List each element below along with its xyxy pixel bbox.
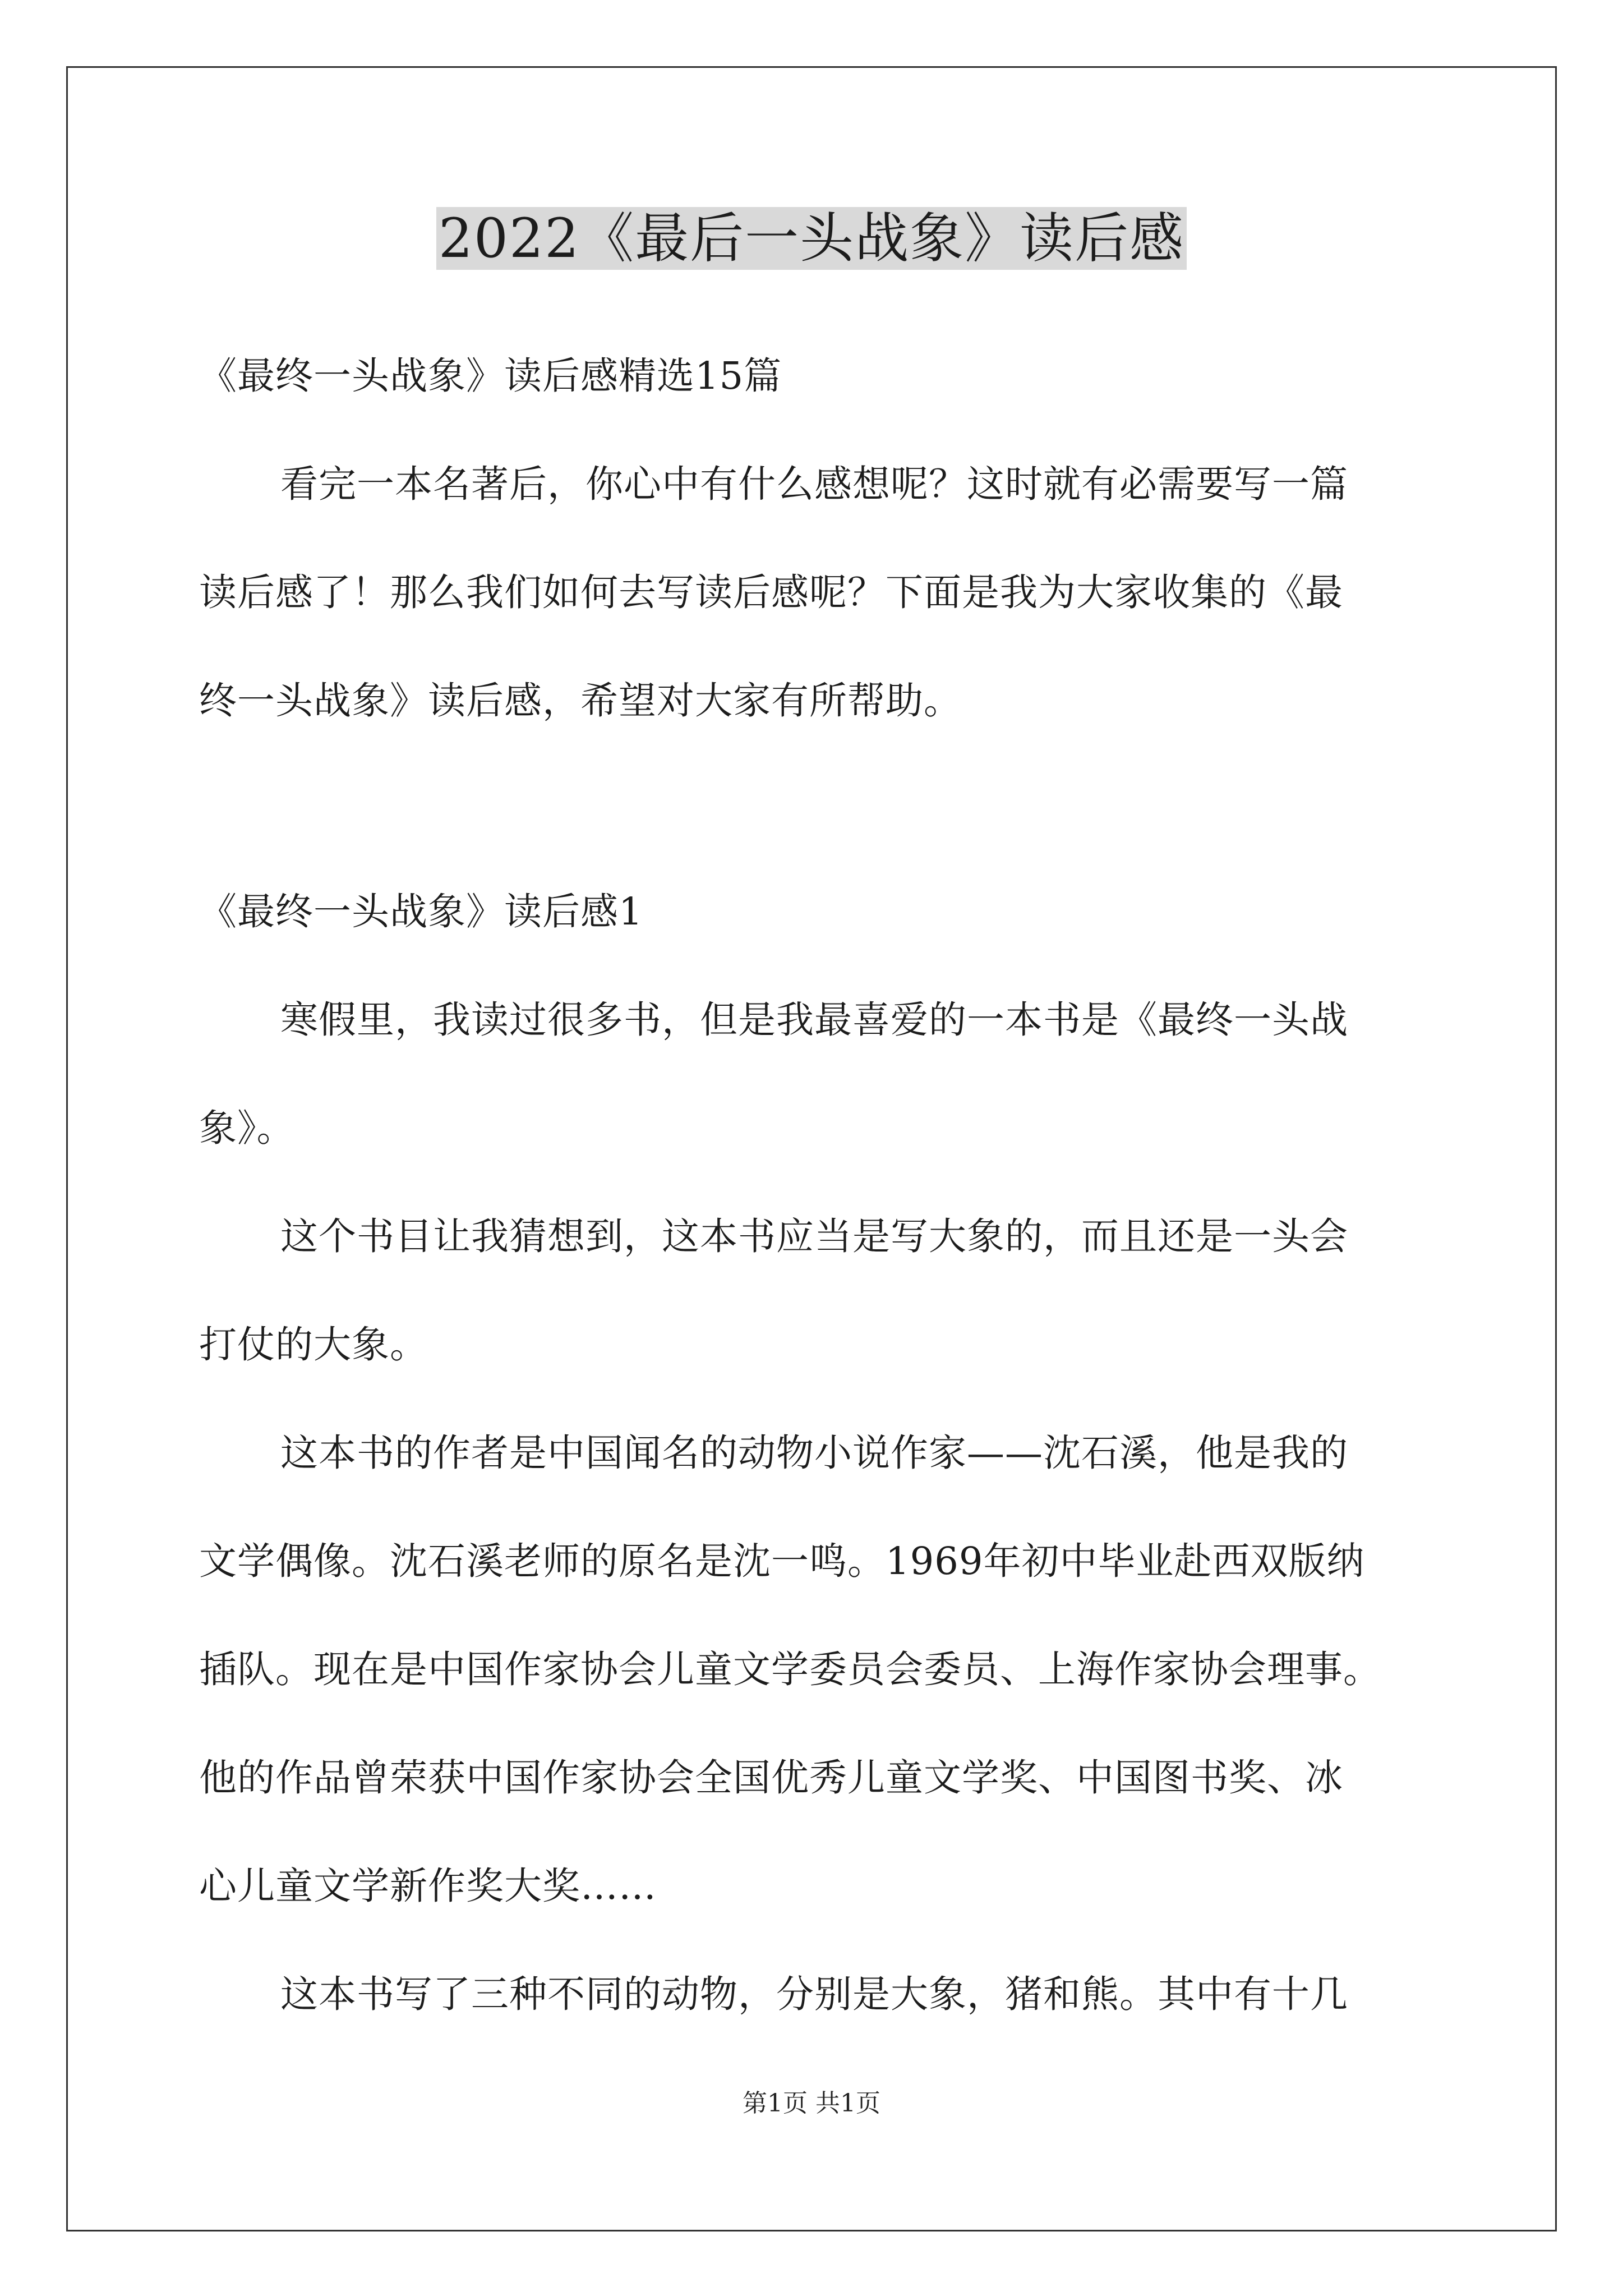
intro-line-2: 读后感了！那么我们如何去写读后感呢？下面是我为大家收集的《最 <box>199 570 1343 614</box>
intro-line-1: 看完一本名著后，你心中有什么感想呢？这时就有必需要写一篇 <box>280 462 1348 506</box>
body-line-6: 文学偶像。沈石溪老师的原名是沈一鸣。1969年初中毕业赴西双版纳 <box>199 1539 1365 1583</box>
body-line-1: 寒假里，我读过很多书，但是我最喜爱的一本书是《最终一头战 <box>280 998 1348 1042</box>
body-line-4: 打仗的大象。 <box>199 1323 428 1366</box>
body-line-2: 象》。 <box>199 1106 295 1150</box>
document-title <box>0 199 1623 278</box>
body-line-10: 这本书写了三种不同的动物，分别是大象，猪和熊。其中有十几 <box>280 1972 1348 2016</box>
section-heading: 《最终一头战象》读后感1 <box>199 890 643 933</box>
document-title-text: 2022《最后一头战象》读后感 <box>436 207 1187 270</box>
body-line-7: 插队。现在是中国作家协会儿童文学委员会委员、上海作家协会理事。 <box>199 1648 1381 1691</box>
body-line-8: 他的作品曾荣获中国作家协会全国优秀儿童文学奖、中国图书奖、冰 <box>199 1756 1343 1800</box>
body-line-9: 心儿童文学新作奖大奖…… <box>199 1864 657 1908</box>
body-line-5: 这本书的作者是中国闻名的动物小说作家——沈石溪，他是我的 <box>280 1431 1348 1475</box>
subtitle: 《最终一头战象》读后感精选15篇 <box>199 354 782 398</box>
body-line-3: 这个书目让我猜想到，这本书应当是写大象的，而且还是一头会 <box>280 1214 1348 1258</box>
page-footer: 第1页 共1页 <box>743 2089 880 2118</box>
intro-line-3: 终一头战象》读后感，希望对大家有所帮助。 <box>199 679 962 723</box>
